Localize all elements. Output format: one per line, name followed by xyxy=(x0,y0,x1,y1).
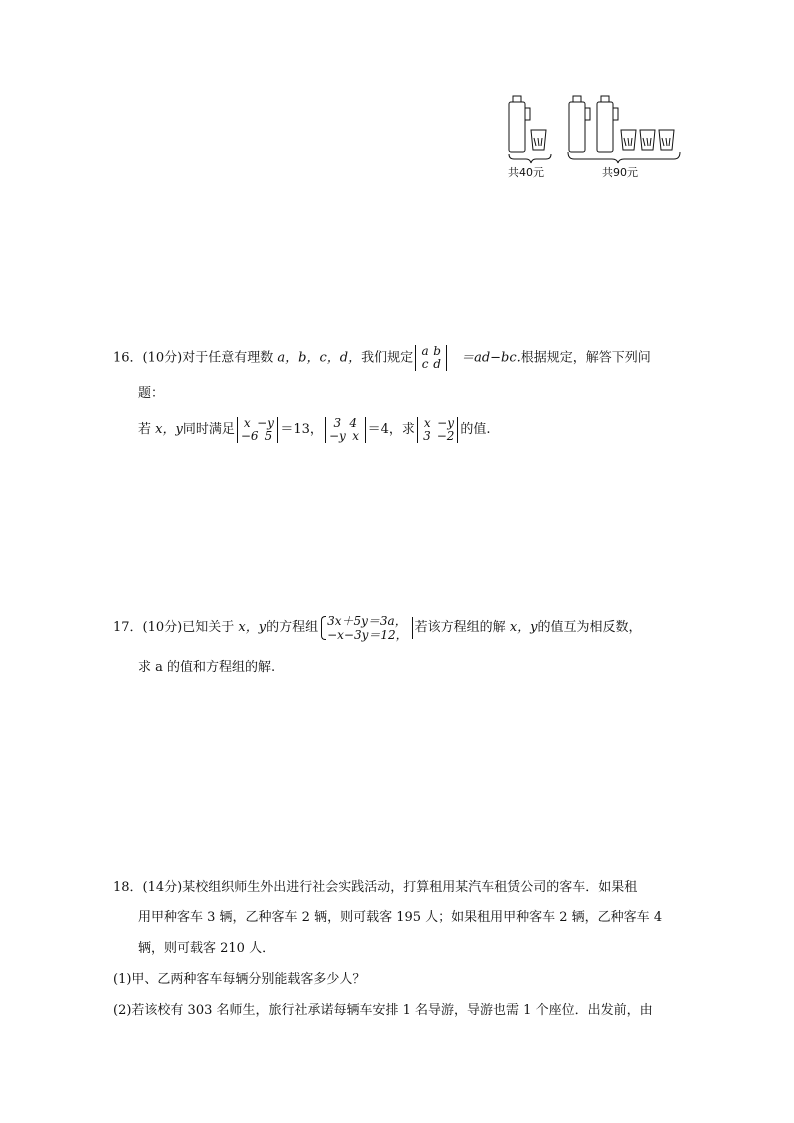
q18-score: (14分) xyxy=(142,880,183,895)
q16-vars: a，b，c，d， xyxy=(277,350,362,366)
q17-eq-row2: −x−3y＝12， xyxy=(327,627,408,642)
right-brace xyxy=(568,152,680,163)
price-figure xyxy=(500,92,690,182)
q18-line3: 辆，则可载客 210 人． xyxy=(138,941,276,956)
q18-line1 xyxy=(113,876,637,895)
q17-text1: 已知关于 xyxy=(182,620,235,635)
thermos-icon xyxy=(509,96,530,152)
q18-sub1: (1)甲、乙两种客车每辆分别能载客多少人？ xyxy=(113,972,366,987)
q17-line2: 求 a 的值和方程组的解. xyxy=(138,660,276,675)
q16-rest: 根据规定，解答下列问 xyxy=(520,350,651,366)
cup-icon xyxy=(640,130,655,150)
q16-det-3: x −y 3 −2 xyxy=(417,417,459,443)
q16-line3 xyxy=(138,416,491,444)
cup-icon xyxy=(659,130,674,150)
q17-vars2: x，y xyxy=(509,620,538,635)
q16-number: 16． xyxy=(113,350,143,366)
q16-eq1: ＝13， xyxy=(280,422,323,437)
q16-cond-prefix: 若 xyxy=(138,422,152,437)
q16-eq2: ＝4，求 xyxy=(367,422,415,437)
q16-score: (10分) xyxy=(142,350,183,366)
figure-drawing xyxy=(500,92,690,164)
right-caption: 共90元 xyxy=(602,166,638,179)
q16-det-definition: a b c d xyxy=(415,345,447,371)
q18-line1-text: 某校组织师生外出进行社会实践活动，打算租用某汽车租赁公司的客车．如果租 xyxy=(182,880,638,895)
q17-number: 17． xyxy=(113,620,143,635)
thermos-icon xyxy=(597,96,618,152)
q16-line1 xyxy=(113,345,651,372)
thermos-icon xyxy=(569,96,590,152)
q17-system-bar xyxy=(412,617,413,639)
q18-number: 18． xyxy=(113,880,143,895)
q17-equation-system xyxy=(320,614,408,642)
q17-text4: 的值互为相反数， xyxy=(537,620,642,635)
q16-cond-vars: x，y xyxy=(155,422,183,437)
q16-tail: 的值. xyxy=(460,422,491,437)
q17-line1 xyxy=(113,613,642,643)
left-brace xyxy=(509,154,551,163)
cup-icon xyxy=(621,130,636,150)
q18-sub2: (2)若该校有 303 名师生，旅行社承诺每辆车安排 1 名导游，导游也需 1 个座位．出发前，由 xyxy=(113,1003,653,1018)
q17-vars: x，y xyxy=(238,620,267,635)
cup-icon xyxy=(531,130,546,150)
q16-cond-mid: 同时满足 xyxy=(182,422,235,437)
q16-det-1: x −y −6 5 xyxy=(237,417,279,443)
q16-eq-def: ＝ad−bc. xyxy=(461,350,521,366)
q17-text3: 若该方程组的解 xyxy=(414,620,506,635)
q17-eq-row1: 3x＋5y＝3a， xyxy=(327,613,407,628)
left-caption: 共40元 xyxy=(508,166,544,179)
q16-intro2: 我们规定 xyxy=(361,350,414,366)
q17-text2: 的方程组 xyxy=(266,620,319,635)
q16-line2: 题： xyxy=(138,386,165,401)
q18-line2: 用甲种客车 3 辆，乙种客车 2 辆，则可载客 195 人；如果租用甲种客车 2 辆，乙种客车 4 xyxy=(138,910,663,925)
q16-det-2: 3 4 −y x xyxy=(325,417,366,443)
q17-score: (10分) xyxy=(142,620,183,635)
q16-intro: 对于任意有理数 xyxy=(182,350,274,366)
